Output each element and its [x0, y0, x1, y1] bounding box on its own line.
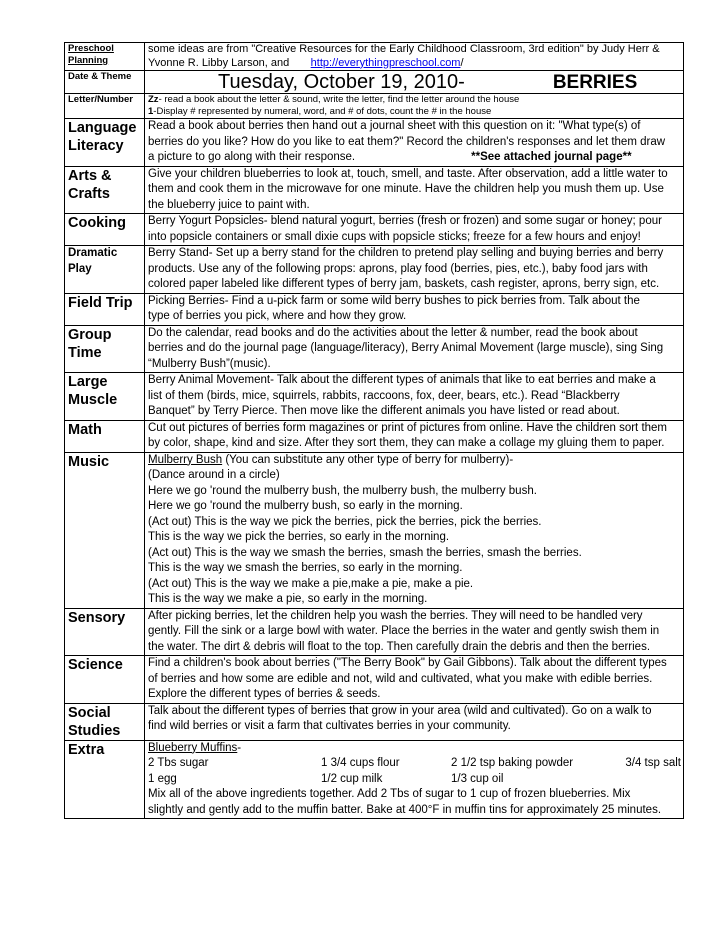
song-line: (Dance around in a circle)	[148, 469, 280, 481]
journal-note: **See attached journal page**	[471, 151, 632, 163]
language-line: berries do you like? How do you like to eat them?" Record the children's responses and let them draw	[148, 135, 666, 148]
number-key: 1	[148, 106, 154, 117]
recipe-line: Mix all of the above ingredients together. Add 2 Tbs of sugar to 1 cup of frozen blueberries. Mix	[148, 788, 631, 800]
letter-number-cell	[145, 94, 684, 119]
dramatic-line: products. Use any of the following props: aprons, play food (berries, pies, etc.), baby food jars with	[148, 262, 648, 275]
math-line: Cut out pictures of berries form magazines or print of pictures from online. Have the children sort them	[148, 421, 668, 434]
song-title-note: (You can substitute any other type of berry for mulberry)-	[222, 453, 514, 466]
song-line: Here we go 'round the mulberry bush, so early in the morning.	[148, 500, 463, 512]
ingredient: 2 Tbs sugar	[148, 757, 209, 769]
source-link[interactable]: http://everythingpreschool.com	[310, 56, 461, 69]
group-time-line: “Mulberry Bush”(music).	[148, 357, 271, 370]
large-muscle-label: Large Muscle	[65, 373, 145, 421]
ingredient: 2 1/2 tsp baking powder	[451, 757, 574, 769]
row-music	[65, 452, 684, 608]
row-large-muscle	[65, 373, 684, 421]
science-line: Find a children's book about berries ("The Berry Book" by Gail Gibbons). Talk about the different types	[148, 657, 667, 669]
letter-key: Zz	[148, 94, 159, 105]
ingredient: 1 3/4 cups flour	[321, 757, 400, 769]
row-social-studies	[65, 703, 684, 740]
language-line: Read a book about berries then hand out a journal sheet with this question on it: "What type(s) of	[148, 120, 641, 132]
extra-content	[145, 740, 684, 819]
song-line: This is the way we pick the berries, so early in the morning.	[148, 531, 450, 543]
row-group-time	[65, 325, 684, 373]
song-line: (Act out) This is the way we pick the berries, pick the berries, pick the berries.	[148, 515, 542, 528]
date-theme-label: Date & Theme	[65, 71, 145, 94]
song-line: (Act out) This is the way we smash the berries, smash the berries, smash the berries.	[148, 546, 582, 559]
song-line: Here we go 'round the mulberry bush, the mulberry bush, the mulberry bush.	[148, 484, 537, 497]
group-time-content	[145, 325, 684, 373]
sensory-line: the water. The dirt & debris will float to the top. Then carefully drain the debris and then the berries.	[148, 640, 651, 653]
science-line: of berries and how some are edible and not, wild and cultivated, what you make with edible berries.	[148, 672, 653, 685]
science-label: Science	[65, 656, 145, 704]
lesson-plan-table	[64, 42, 684, 819]
row-arts	[65, 166, 684, 214]
row-math	[65, 420, 684, 452]
recipe-title-suffix: -	[237, 741, 242, 754]
cooking-label: Cooking	[65, 214, 145, 246]
math-line: by color, shape, kind and size. After they sort them, they can make a collage my gluing them to paper.	[148, 437, 665, 449]
row-field-trip	[65, 293, 684, 325]
field-trip-line: Picking Berries- Find a u-pick farm or some wild berry bushes to pick berries from. Talk about the	[148, 294, 640, 307]
ingredient: 1 egg	[148, 772, 177, 785]
planning-label: Preschool Planning	[65, 43, 145, 71]
dramatic-content	[145, 246, 684, 294]
letter-text: - read a book about the letter & sound, write the letter, find the letter around the house	[158, 94, 520, 105]
social-studies-line: find wild berries or visit a farm that cultivates berries in your community.	[148, 720, 511, 732]
row-language	[65, 119, 684, 167]
recipe-title: Blueberry Muffins	[148, 741, 238, 754]
arts-line: the blueberry juice to paint with.	[148, 198, 310, 211]
large-muscle-line: Berry Animal Movement- Talk about the different types of animals that like to eat berries and make a	[148, 374, 656, 386]
source-cell	[145, 43, 684, 71]
large-muscle-content	[145, 373, 684, 421]
cooking-content	[145, 214, 684, 246]
field-trip-label: Field Trip	[65, 293, 145, 325]
recipe-line: slightly and gently add to the muffin batter. Bake at 400°F in muffin tins for approximately 25 minutes.	[148, 803, 662, 816]
theme-text: BERRIES	[552, 72, 638, 93]
language-label: Language Literacy	[65, 119, 145, 167]
number-text: -Display # represented by numeral, word, and # of dots, count the # in the house	[153, 106, 492, 117]
math-content	[145, 420, 684, 452]
group-time-label: Group Time	[65, 325, 145, 373]
dramatic-label: Dramatic Play	[65, 246, 145, 294]
row-date-theme	[65, 71, 684, 94]
extra-label: Extra	[65, 740, 145, 819]
source-link-suffix: /	[460, 56, 464, 69]
arts-label: Arts & Crafts	[65, 166, 145, 214]
row-dramatic	[65, 246, 684, 294]
social-studies-line: Talk about the different types of berries that grow in your area (wild and cultivated). Go on a walk to	[148, 704, 652, 717]
arts-content	[145, 166, 684, 214]
language-content	[145, 119, 684, 167]
language-line: a picture to go along with their response.	[148, 151, 356, 163]
large-muscle-line: list of them (birds, mice, squirrels, rabbits, raccoons, fox, deer, bears, etc.). Read “Blackberry	[148, 389, 620, 402]
ingredient: 3/4 tsp salt	[625, 757, 681, 769]
ingredient: 1/2 cup milk	[321, 772, 383, 785]
row-sensory	[65, 608, 684, 656]
music-content	[145, 452, 684, 608]
sensory-line: After picking berries, let the children help you wash the berries. They will need to be handled very	[148, 609, 643, 622]
arts-line: them and cook them in the microwave for one minute. Have the children help you mush them up. Use	[148, 183, 664, 195]
dramatic-line: colored paper labeled like different types of berry jam, baskets, cash register, aprons, berry sign, etc.	[148, 278, 660, 290]
dramatic-line: Berry Stand- Set up a berry stand for the children to pretend play selling and buying berries and berry	[148, 247, 664, 259]
sensory-content	[145, 608, 684, 656]
field-trip-line: type of berries you pick, where and how they grow.	[148, 310, 407, 322]
science-line: Explore the different types of berries & seeds.	[148, 688, 381, 700]
song-line: This is the way we make a pie, so early in the morning.	[148, 593, 428, 605]
group-time-line: Do the calendar, read books and do the activities about the letter & number, read the book about	[148, 326, 638, 339]
letter-number-label: Letter/Number	[65, 94, 145, 119]
row-letter-number	[65, 94, 684, 119]
row-extra	[65, 740, 684, 819]
science-content	[145, 656, 684, 704]
song-title: Mulberry Bush	[148, 453, 223, 466]
cooking-line: into popsicle containers or small dixie cups with popsicle sticks; freeze for a few hours and enjoy!	[148, 230, 641, 243]
cooking-line: Berry Yogurt Popsicles- blend natural yogurt, berries (fresh or frozen) and some sugar or honey; pour	[148, 215, 662, 227]
song-line: This is the way we smash the berries, so early in the morning.	[148, 562, 463, 574]
ingredient-grid	[148, 756, 681, 787]
row-cooking	[65, 214, 684, 246]
date-text: Tuesday, October 19, 2010-	[218, 71, 465, 93]
social-studies-content	[145, 703, 684, 740]
sensory-line: gently. Fill the sink or a large bowl with water. Place the berries in the water and gently swish them in	[148, 625, 660, 637]
arts-line: Give your children blueberries to look at, touch, smell, and taste. After observation, add a little water to	[148, 167, 668, 180]
source-text: some ideas are from "Creative Resources for the Early Childhood Classroom, 3rd edition" by Judy Herr & Yvonne R. Libby Larson, and	[148, 43, 660, 69]
group-time-line: berries and do the journal page (language/literacy), Berry Animal Movement (large muscle), sing Sing	[148, 342, 664, 354]
social-studies-label: Social Studies	[65, 703, 145, 740]
sensory-label: Sensory	[65, 608, 145, 656]
row-planning	[65, 43, 684, 71]
music-label: Music	[65, 452, 145, 608]
row-science	[65, 656, 684, 704]
field-trip-content	[145, 293, 684, 325]
date-theme-cell	[145, 71, 684, 94]
song-line: (Act out) This is the way we make a pie,make a pie, make a pie.	[148, 577, 474, 590]
large-muscle-line: Banquet” by Terry Pierce. Then move like the different animals you have listed or read about.	[148, 405, 620, 417]
ingredient	[595, 772, 681, 788]
math-label: Math	[65, 420, 145, 452]
ingredient: 1/3 cup oil	[451, 772, 504, 785]
